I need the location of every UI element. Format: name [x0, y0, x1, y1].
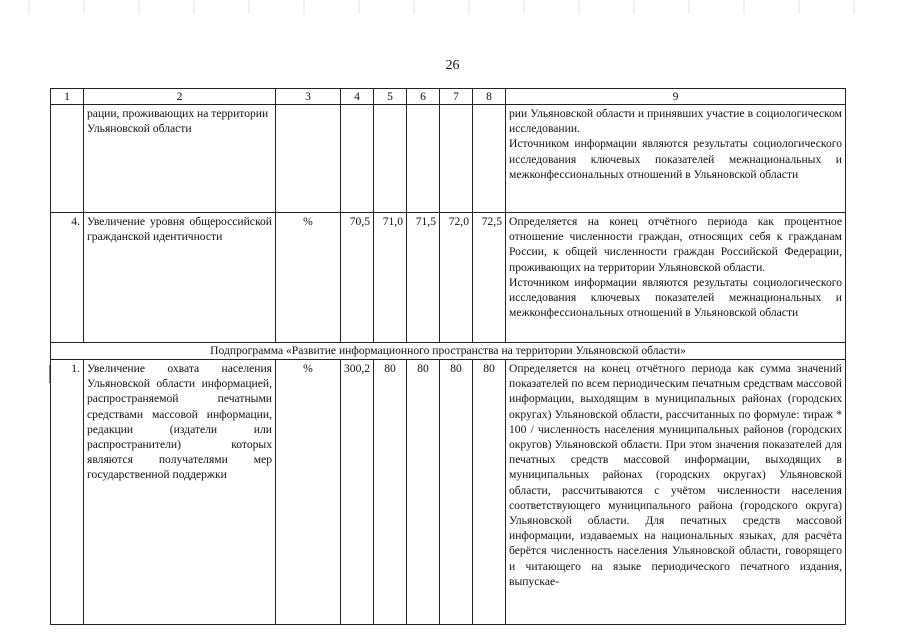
cell-value: 71,5 — [407, 213, 440, 343]
table-row — [51, 213, 846, 343]
column-number-row — [51, 89, 846, 105]
cell-num — [51, 105, 84, 213]
cell-unit — [276, 105, 341, 213]
description-paragraph: Определяется на конец отчётного периода как процентное отношение численности граждан, относящих себя к гражданам России, к общей численности граждан Российской Федерации, проживающих на территории Ульяновской области. — [509, 215, 842, 274]
cell-description — [506, 105, 846, 213]
indicators-table — [50, 88, 846, 625]
table-row — [51, 360, 846, 625]
cell-value: 71,0 — [374, 213, 407, 343]
cell-value — [473, 105, 506, 213]
col-header-2: 2 — [84, 89, 276, 105]
col-header-4: 4 — [341, 89, 374, 105]
cell-value: 80 — [407, 360, 440, 625]
cell-value: 80 — [473, 360, 506, 625]
cell-value — [407, 105, 440, 213]
cell-description: Определяется на конец отчётного периода как сумма значений показателей по всем периодическим печатным средствам массовой информации, выходящим в муниципальных районах (городских округах) Ульяновской области, рассчитанных по формуле: тираж * 100 / численность населения муниципальных районов (городских округов) Ульяновской области. При этом значения показателей для печатных средств массовой информации, выходящих в муниципальных районах (городских округах) Ульяновской области, рассчитываются с учётом численности населения соответствующего муниципального района (городского округа) Ульяновской области. Для печатных средств массовой информации, издаваемых на национальных языках, для расчёта берётся численность населения Ульяновской области, говорящего и читающего на языке периодического печатного издания, выпускае- — [506, 360, 846, 625]
description-paragraph: Источником информации являются результаты социологического исследования ключевых показателей межнациональных и межконфессиональных отношений в Ульяновской области — [509, 137, 842, 181]
cell-unit: % — [276, 213, 341, 343]
cell-value: 72,0 — [440, 213, 473, 343]
col-header-1: 1 — [51, 89, 84, 105]
table-row-continuation — [51, 105, 846, 213]
cell-value: 70,5 — [341, 213, 374, 343]
subprogram-title: Подпрограмма «Развитие информационного пространства на территории Ульяновской области» — [51, 343, 846, 360]
scan-artifact-strip — [0, 0, 905, 14]
subprogram-row — [51, 343, 846, 360]
description-paragraph: Источником информации являются результаты социологического исследования ключевых показателей межнациональных и межконфессиональных отношений в Ульяновской области — [509, 275, 842, 320]
cell-description — [506, 213, 846, 343]
col-header-7: 7 — [440, 89, 473, 105]
col-header-5: 5 — [374, 89, 407, 105]
cell-value — [440, 105, 473, 213]
page-number: 26 — [445, 58, 460, 73]
cell-value: 300,2 — [341, 360, 374, 625]
cell-indicator-name: Увеличение уровня общероссийской гражданской идентичности — [84, 213, 276, 343]
col-header-8: 8 — [473, 89, 506, 105]
cell-value — [374, 105, 407, 213]
col-header-3: 3 — [276, 89, 341, 105]
cell-indicator-name: рации, проживающих на территории Ульяновской области — [84, 105, 276, 213]
cell-value: 72,5 — [473, 213, 506, 343]
col-header-6: 6 — [407, 89, 440, 105]
cell-value: 80 — [374, 360, 407, 625]
cell-indicator-name: Увеличение охвата населения Ульяновской области информацией, распространяемой печатными средствами массовой информации, редакции (издатели или распространители) которых являются получателями мер государственной поддержки — [84, 360, 276, 625]
cell-unit: % — [276, 360, 341, 625]
col-header-9: 9 — [506, 89, 846, 105]
cell-num: 1. — [51, 360, 84, 625]
cell-num: 4. — [51, 213, 84, 343]
description-paragraph: рии Ульяновской области и принявших участие в социологическом исследовании. — [509, 107, 842, 136]
cell-value — [341, 105, 374, 213]
cell-value: 80 — [440, 360, 473, 625]
